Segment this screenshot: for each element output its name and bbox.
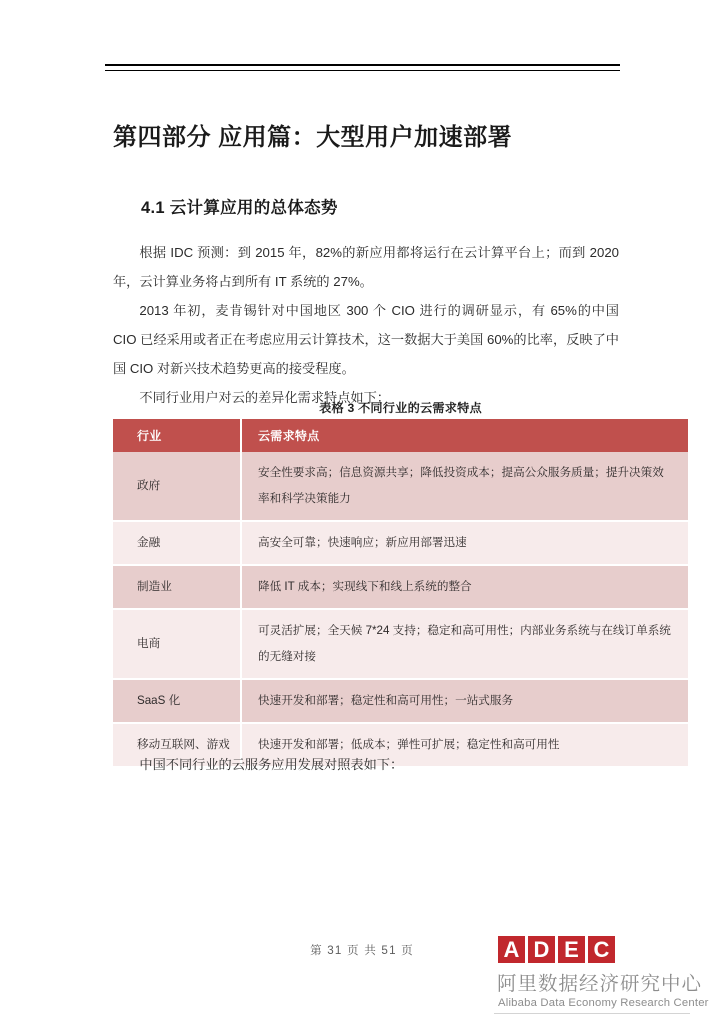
adec-logo	[494, 936, 709, 1014]
cell-industry: 政府	[113, 452, 241, 521]
section-heading: 4.1 云计算应用的总体态势	[141, 198, 338, 217]
logo-name-cn: 阿里数据经济研究中心	[497, 973, 703, 995]
page-title: 第四部分 应用篇：大型用户加速部署	[113, 124, 513, 152]
logo-underline	[494, 1013, 690, 1014]
adec-logo-mark	[498, 936, 694, 963]
cell-industry: 金融	[113, 521, 241, 565]
paragraph-text: 不同行业用户对云的差异化需求特点如下：	[139, 390, 390, 405]
paragraph-four	[113, 750, 619, 779]
logo-letter-d: D	[528, 936, 555, 963]
cell-demand: 可灵活扩展；全天候 7*24 支持；稳定和高可用性；内部业务系统与在线订单系统的无缝对接	[241, 609, 688, 679]
cell-demand: 降低 IT 成本；实现线下和线上系统的整合	[241, 565, 688, 609]
logo-name-en: Alibaba Data Economy Research Center	[498, 997, 709, 1009]
cell-industry: SaaS 化	[113, 679, 241, 723]
cell-industry: 移动互联网、游戏	[113, 723, 241, 767]
paragraph-text: 2013 年初，麦肯锡针对中国地区 300 个 CIO 进行的调研显示，有 65%的中国 CIO 已经采用或者正在考虑应用云计算技术，这一数据大于美国 60%的比率，反映了中国 CIO 对新兴技术趋势更高的接受程度。	[113, 303, 619, 376]
paragraph-text: 中国不同行业的云服务应用发展对照表如下：	[139, 757, 404, 772]
paragraph-one	[113, 238, 619, 296]
cell-demand: 快速开发和部署；低成本；弹性可扩展；稳定性和高可用性	[241, 723, 688, 767]
cell-demand: 安全性要求高；信息资源共享；降低投资成本；提高公众服务质量；提升决策效率和科学决策能力	[241, 452, 688, 521]
logo-letter-e: E	[558, 936, 585, 963]
paragraph-text: 根据 IDC 预测：到 2015 年，82%的新应用都将运行在云计算平台上；而到 2020 年，云计算业务将占到所有 IT 系统的 27%。	[113, 245, 619, 289]
paragraph-two	[113, 296, 619, 383]
cell-industry: 电商	[113, 609, 241, 679]
table-row	[113, 609, 688, 679]
logo-letter-c: C	[588, 936, 615, 963]
table-body	[113, 452, 688, 767]
cell-industry: 制造业	[113, 565, 241, 609]
table-row	[113, 565, 688, 609]
column-header-demand: 云需求特点	[241, 419, 688, 452]
table-header	[113, 419, 688, 452]
cloud-demand-table	[113, 419, 688, 768]
cell-demand: 高安全可靠；快速响应；新应用部署迅速	[241, 521, 688, 565]
table-row	[113, 521, 688, 565]
column-header-industry: 行业	[113, 419, 241, 452]
cell-demand: 快速开发和部署；稳定性和高可用性；一站式服务	[241, 679, 688, 723]
logo-letter-a: A	[498, 936, 525, 963]
table-row	[113, 679, 688, 723]
table-caption: 表格 3 不同行业的云需求特点	[319, 401, 482, 415]
table-header-row	[113, 419, 688, 452]
page-number: 第 31 页 共 51 页	[310, 944, 414, 957]
header-rule	[105, 64, 620, 71]
table-row	[113, 452, 688, 521]
